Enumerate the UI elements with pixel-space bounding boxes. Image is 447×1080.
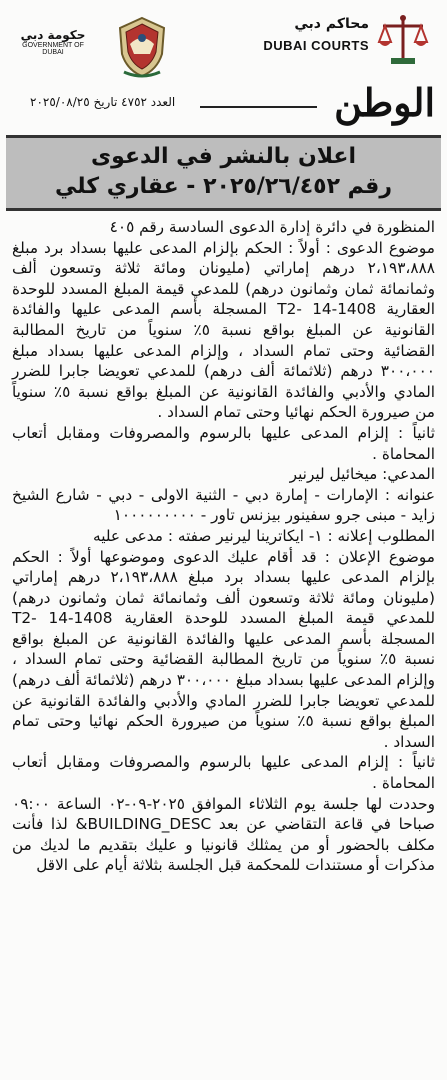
courts-name-en: DUBAI COURTS <box>263 38 369 53</box>
case-number-title: رقم ٢٠٢٥/٢٦/٤٥٢ - عقاري كلي <box>55 174 392 199</box>
paragraph-notice-subject: موضوع الإعلان : قد أقام عليك الدعوى وموضوعها أولاً : الحكم بإلزام المدعى عليها بسداد برد مبلغ ٢،١٩٣،٨٨٨ درهم إماراتي (مليونان ومائة ثلاثة وتسعون ألف وثمانمائة ثمان وثمانون درهم) للمدعي قيمة المبلغ المسدد للوحدة العقارية 1408-14 -T2 المسجلة بأسم المدعى عليها والفائدة القانونية عن المبلغ بواقع نسبة ٥٪ سنوياً من تاريخ المطالبة القضائية وحتى تمام السداد ، وإلزام المدعى عليها بسداد مبلغ ٣٠٠،٠٠٠ درهم (ثلاثمائة ألف درهم) للمدعي تعويضا جابرا للضرر المادي والأدبي والفائدة القانونية عن المبلغ بواقع نسبة ٥٪ سنوياً من صيرورة الحكم نهائيا وحتى تمام السداد . <box>12 547 435 751</box>
header <box>0 0 447 135</box>
government-logo <box>8 8 168 78</box>
courts-name-ar: محاكم دبي <box>294 16 369 32</box>
announcement-title: اعلان بالنشر في الدعوى <box>90 144 357 169</box>
government-text <box>16 28 90 56</box>
paragraph-notice-second: ثانياً : إلزام المدعى عليها بالرسوم والمصروفات ومقابل أتعاب المحاماة . <box>12 753 435 793</box>
paragraph-claim-subject: موضوع الدعوى : أولاً : الحكم بإلزام المدعى عليها بسداد برد مبلغ ٢،١٩٣،٨٨٨ درهم إماراتي (مليونان ومائة ثلاثة وتسعون ألف وثمانمائة ثمان وثمانون درهم) للمدعي قيمة المبلغ المسدد للوحدة العقارية 1408-14 -T2 المسجلة بأسم المدعى عليها والفائدة القانونية عن المبلغ بواقع نسبة ٥٪ سنوياً من تاريخ المطالبة القضائية وحتى تمام السداد ، وإلزام المدعى عليها بسداد مبلغ ٣٠٠،٠٠٠ درهم (ثلاثمائة ألف درهم) للمدعي تعويضا جابرا للضرر المادي والأدبي والفائدة القانونية عن المبلغ بواقع نسبة ٥٪ سنوياً من صيرورة الحكم نهائيا وحتى تمام السداد . <box>12 238 435 422</box>
scales-of-justice-icon <box>375 12 431 70</box>
dubai-emblem-icon <box>112 14 172 80</box>
paragraph-second-claim: ثانياً : إلزام المدعى عليها بالرسوم والمصروفات ومقابل أتعاب المحاماة . <box>12 423 435 463</box>
announcement-body <box>0 211 447 876</box>
government-name-ar: حكومة دبي <box>20 28 86 42</box>
title-box <box>6 135 441 211</box>
paragraph-circuit: المنظورة في دائرة إدارة الدعوى السادسة رقم ٤٠٥ <box>109 218 435 236</box>
issue-number-date: العدد ٤٧٥٢ تاريخ ٢٠٢٥/٠٨/٢٥ <box>30 95 176 109</box>
paragraph-plaintiff: المدعي: ميخائيل ليرنير <box>289 465 435 484</box>
paragraph-address: عنوانه : الإمارات - إمارة دبي - الثنية الاولى - دبي - شارع الشيخ زايد - مبنى جرو سفينور بيزنس تاور - ١٠٠٠٠٠٠٠٠٠ <box>12 485 435 525</box>
brand-divider <box>200 106 317 108</box>
newspaper-brand: الوطن <box>334 80 435 125</box>
paragraph-defendant: المطلوب إعلانه : ١- ايكاترينا ليرنير صفته : مدعى عليه <box>93 526 435 545</box>
dubai-courts-logo <box>249 12 439 72</box>
paragraph-hearing: وحددت لها جلسة يوم الثلاثاء الموافق ٢٠٢٥-٠٩-٠٢ الساعة ٠٩:٠٠ صباحا في قاعة التقاضي عن بعد BUILDING_DESC& لذا فأنت مكلف بالحضور أو من يمثلك قانونيا و عليك بتقديم ما لديك من مذكرات أو مستندات للمحكمة قبل الجلسة بثلاثة أيام على الاقل <box>12 794 435 875</box>
government-name-en: GOVERNMENT OF DUBAI <box>22 42 84 56</box>
